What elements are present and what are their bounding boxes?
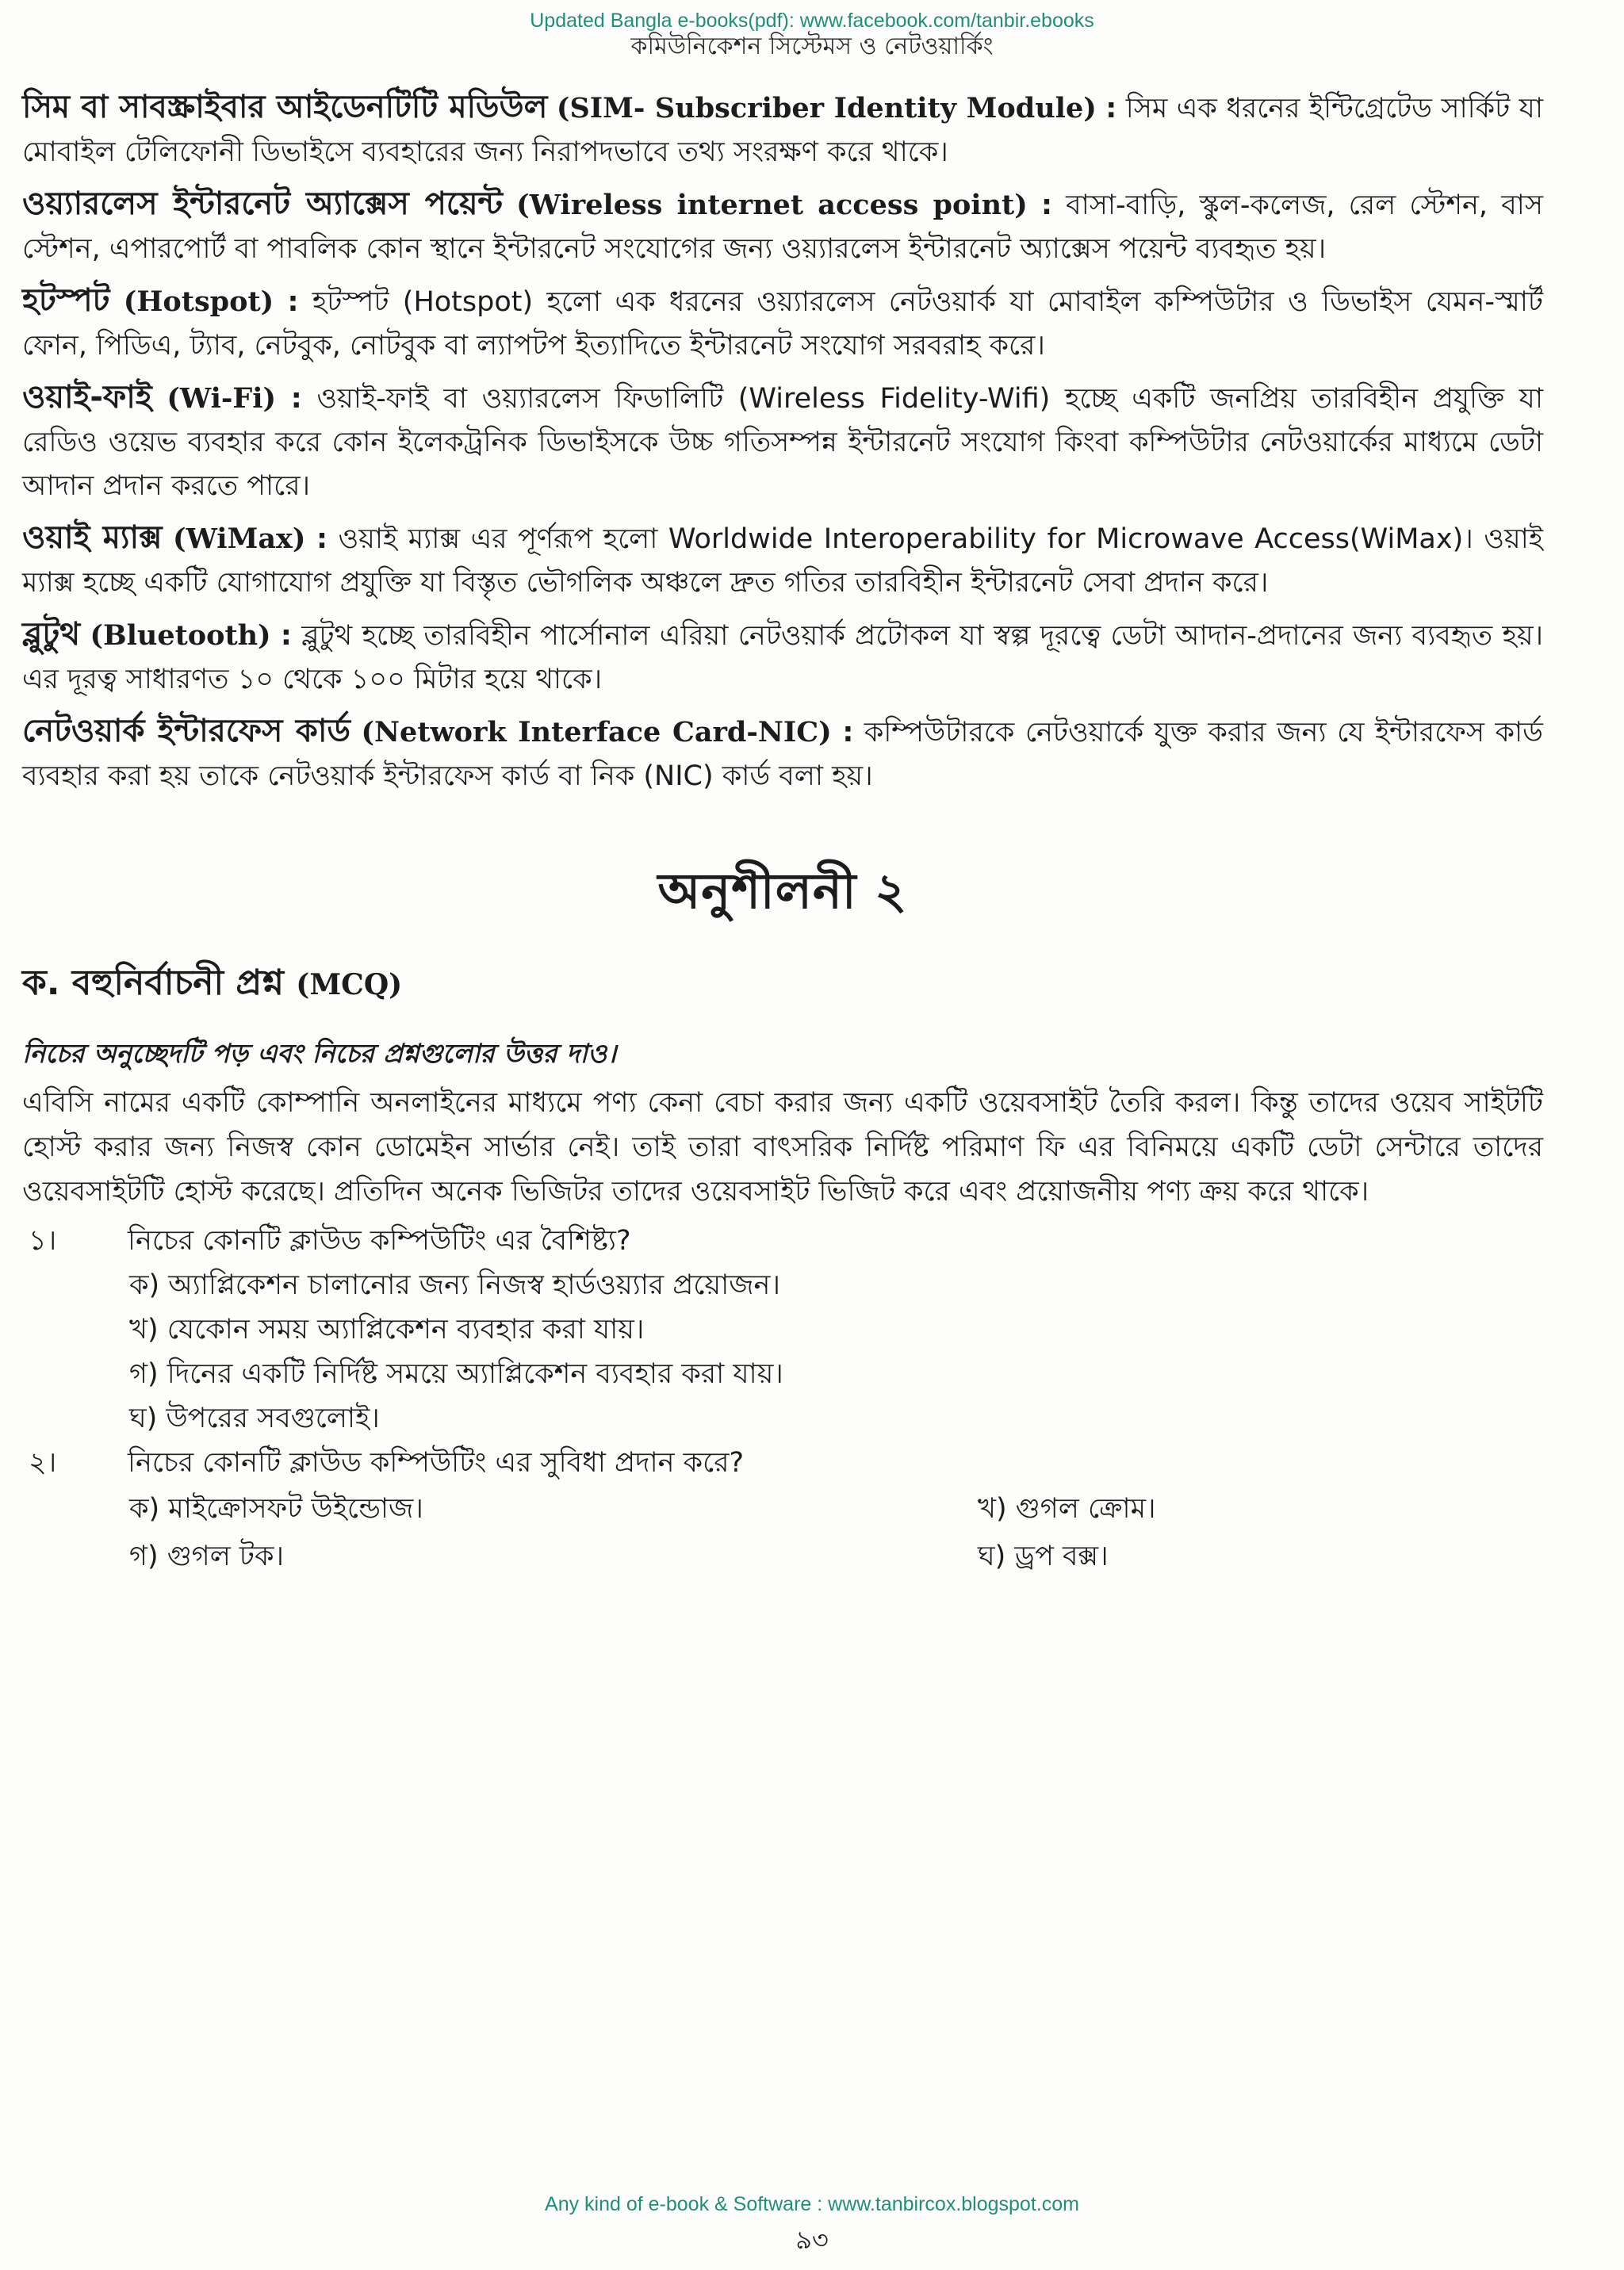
- definition-text: ওয়াই-ফাই বা ওয়্যারলেস ফিডালিটি (Wireless Fidelity-Wifi) হচ্ছে একটি জনপ্রিয় তারবিহীন প্রযুক্তি যা রেডিও ওয়েভ ব্যবহার করে কোন ইলেকট্রনিক ডিভাইসকে উচ্চ গতিসম্পন্ন ইন্টারনেট সংযোগ কিংবা কম্পিউটার নেটওয়ার্কের মাধ্যমে ডেটা আদান প্রদান করতে পারে।: [22, 383, 1543, 502]
- option: গ) দিনের একটি নির্দিষ্ট সময়ে অ্যাপ্লিকেশন ব্যবহার করা যায়।: [129, 1358, 783, 1390]
- term-english: (SIM- Subscriber Identity Module): [556, 92, 1097, 124]
- term-english: (Wi-Fi): [167, 382, 277, 415]
- definition-text: কম্পিউটারকে নেটওয়ার্কে যুক্ত করার জন্য যে ইন্টারফেস কার্ড ব্যবহার করা হয় তাকে নেটওয়ার্ক ইন্টারফেস কার্ড বা নিক (NIC) কার্ড বলা হয়।: [22, 717, 1543, 792]
- definition-wimax: ওয়াই ম্যাক্স (WiMax) : ওয়াই ম্যাক্স এর পূর্ণরূপ হলো Worldwide Interoperability for Microwave Access(WiMax)। ওয়াই ম্যাক্স হচ্ছে একটি যোগাযোগ প্রযুক্তি যা বিস্তৃত ভৌগলিক অঞ্চলে দ্রুত গতির তারবিহীন ইন্টারনেট সেবা প্রদান করে।: [22, 519, 1543, 599]
- question-text: নিচের কোনটি ক্লাউড কম্পিউটিং এর সুবিধা প্রদান করে?: [128, 1447, 745, 1479]
- option: ক) মাইক্রোসফট উইন্ডোজ।: [129, 1493, 423, 1525]
- option: গ) গুগল টক।: [129, 1541, 284, 1572]
- definition-wireless-access-point: ওয়্যারলেস ইন্টারনেট অ্যাক্সেস পয়েন্ট (Wireless internet access point) : বাসা-বাড়ি, স্কুল-কলেজ, রেল স্টেশন, বাস স্টেশন, এপারপোর্ট বা পাবলিক কোন স্থানে ইন্টারনেট সংযোগের জন্য ওয়্যারলেস ইন্টারনেট অ্যাক্সেস পয়েন্ট ব্যবহৃত হয়।: [22, 186, 1543, 265]
- option: ঘ) ড্রপ বক্স।: [978, 1541, 1109, 1572]
- term-english: (Hotspot): [123, 285, 274, 318]
- exercise-title: অনুশীলনী ২: [657, 862, 908, 920]
- term: ওয়্যারলেস ইন্টারনেট অ্যাক্সেস পয়েন্ট: [22, 186, 503, 222]
- definition-text: সিম এক ধরনের ইন্টিগ্রেটেড সার্কিট যা মোবাইল টেলিফোনী ডিভাইসে ব্যবহারের জন্য নিরাপদভাবে তথ্য সংরক্ষণ করে থাকে।: [22, 93, 1543, 168]
- question-2: [22, 1441, 1543, 1580]
- definition-text: ওয়াই ম্যাক্স এর পূর্ণরূপ হলো Worldwide Interoperability for Microwave Access(WiMax)। ওয়াই ম্যাক্স হচ্ছে একটি যোগাযোগ প্রযুক্তি যা বিস্তৃত ভৌগলিক অঞ্চলে দ্রুত গতির তারবিহীন ইন্টারনেট সেবা প্রদান করে।: [22, 523, 1543, 599]
- definition-text: হটস্পট (Hotspot) হলো এক ধরনের ওয়্যারলেস নেটওয়ার্ক যা মোবাইল কম্পিউটার ও ডিভাইস যেমন-স্মার্ট ফোন, পিডিএ, ট্যাব, নেটবুক, নোটবুক বা ল্যাপটপ ইত্যাদিতে ইন্টারনেট সংযোগ সরবরাহ করে।: [22, 286, 1543, 362]
- term: হটস্পট: [22, 282, 110, 319]
- page-number: ৯৩: [795, 2225, 829, 2255]
- question-number: ২।: [29, 1447, 57, 1479]
- definition-text: বাসা-বাড়ি, স্কুল-কলেজ, রেল স্টেশন, বাস স্টেশন, এপারপোর্ট বা পাবলিক কোন স্থানে ইন্টারনেট সংযোগের জন্য ওয়্যারলেস ইন্টারনেট অ্যাক্সেস পয়েন্ট ব্যবহৃত হয়।: [22, 189, 1543, 265]
- definition-sim: সিম বা সাবস্ক্রাইবার আইডেনটিটি মডিউল (SIM- Subscriber Identity Module) : সিম এক ধরনের ইন্টিগ্রেটেড সার্কিট যা মোবাইল টেলিফোনী ডিভাইসে ব্যবহারের জন্য নিরাপদভাবে তথ্য সংরক্ষণ করে থাকে।: [22, 89, 1543, 168]
- passage: এবিসি নামের একটি কোম্পানি অনলাইনের মাধ্যমে পণ্য কেনা বেচা করার জন্য একটি ওয়েবসাইট তৈরি করল। কিন্তু তাদের ওয়েব সাইটটি হোস্ট করার জন্য নিজস্ব কোন ডোমেইন সার্ভার নেই। তাই তারা বাৎসরিক নির্দিষ্ট পরিমাণ ফি এর বিনিময়ে একটি ডেটা সেন্টারে তাদের ওয়েবসাইটটি হোস্ট করেছে। প্রতিদিন অনেক ভিজিটর তাদের ওয়েবসাইট ভিজিট করে এবং প্রয়োজনীয় পণ্য ক্রয় করে থাকে।: [22, 1087, 1543, 1208]
- definition-bluetooth: ব্লুটুথ (Bluetooth) : ব্লুটুথ হচ্ছে তারবিহীন পার্সোনাল এরিয়া নেটওয়ার্ক প্রটোকল যা স্বল্প দূরত্বে ডেটা আদান-প্রদানের জন্য ব্যবহৃত হয়। এর দূরত্ব সাধারণত ১০ থেকে ১০০ মিটার হয়ে থাকে।: [22, 616, 1543, 695]
- definition-text: ব্লুটুথ হচ্ছে তারবিহীন পার্সোনাল এরিয়া নেটওয়ার্ক প্রটোকল যা স্বল্প দূরত্বে ডেটা আদান-প্রদানের জন্য ব্যবহৃত হয়। এর দূরত্ব সাধারণত ১০ থেকে ১০০ মিটার হয়ে থাকে।: [22, 620, 1543, 695]
- question-number: ১।: [29, 1225, 57, 1257]
- definition-wifi: ওয়াই-ফাই (Wi-Fi) : ওয়াই-ফাই বা ওয়্যারলেস ফিডালিটি (Wireless Fidelity-Wifi) হচ্ছে একটি জনপ্রিয় তারবিহীন প্রযুক্তি যা রেডিও ওয়েভ ব্যবহার করে কোন ইলেকট্রনিক ডিভাইসকে উচ্চ গতিসম্পন্ন ইন্টারনেট সংযোগ কিংবা কম্পিউটার নেটওয়ার্কের মাধ্যমে ডেটা আদান প্রদান করতে পারে।: [22, 379, 1543, 502]
- option: ঘ) উপরের সবগুলোই।: [129, 1403, 380, 1434]
- option: খ) যেকোন সময় অ্যাপ্লিকেশন ব্যবহার করা যায়।: [129, 1314, 645, 1346]
- option: ক) অ্যাপ্লিকেশন চালানোর জন্য নিজস্ব হার্ডওয়্যার প্রয়োজন।: [129, 1269, 780, 1301]
- term: সিম বা সাবস্ক্রাইবার আইডেনটিটি মডিউল: [22, 89, 548, 125]
- option: খ) গুগল ক্রোম।: [978, 1493, 1156, 1525]
- term-english: (Bluetooth): [90, 619, 271, 652]
- term: ব্লুটুথ: [22, 616, 81, 653]
- definition-hotspot: হটস্পট (Hotspot) : হটস্পট (Hotspot) হলো এক ধরনের ওয়্যারলেস নেটওয়ার্ক যা মোবাইল কম্পিউটার ও ডিভাইস যেমন-স্মার্ট ফোন, পিডিএ, ট্যাব, নেটবুক, নোটবুক বা ল্যাপটপ ইত্যাদিতে ইন্টারনেট সংযোগ সরবরাহ করে।: [22, 282, 1543, 362]
- mcq-heading-text: ক. বহুনির্বাচনী প্রশ্ন: [22, 963, 284, 1003]
- page-content: [22, 86, 1543, 1580]
- mcq-heading: [22, 956, 1543, 1014]
- mcq-heading-english: (MCQ): [296, 968, 403, 1001]
- term: ওয়াই ম্যাক্স: [22, 519, 163, 556]
- bottom-watermark: Any kind of e-book & Software : www.tanbircox.blogspot.com: [545, 2193, 1079, 2215]
- instruction: নিচের অনুচ্ছেদটি পড় এবং নিচের প্রশ্নগুলোর উত্তর দাও।: [22, 1038, 617, 1069]
- definition-nic: নেটওয়ার্ক ইন্টারফেস কার্ড (Network Interface Card-NIC) : কম্পিউটারকে নেটওয়ার্কে যুক্ত করার জন্য যে ইন্টারফেস কার্ড ব্যবহার করা হয় তাকে নেটওয়ার্ক ইন্টারফেস কার্ড বা নিক (NIC) কার্ড বলা হয়।: [22, 713, 1543, 792]
- question-text: নিচের কোনটি ক্লাউড কম্পিউটিং এর বৈশিষ্ট্য?: [128, 1225, 631, 1257]
- term: নেটওয়ার্ক ইন্টারফেস কার্ড: [22, 713, 350, 749]
- term-english: (Network Interface Card-NIC): [361, 716, 832, 748]
- question-1: [22, 1219, 1543, 1441]
- term-english: (WiMax): [173, 523, 306, 555]
- running-head: কমিউনিকেশন সিস্টেমস ও নেটওয়ার্কিং: [630, 33, 994, 60]
- term: ওয়াই-ফাই: [22, 379, 152, 415]
- term-english: (Wireless internet access point): [516, 189, 1028, 221]
- top-watermark: Updated Bangla e-books(pdf): www.facebook.com/tanbir.ebooks: [530, 10, 1094, 32]
